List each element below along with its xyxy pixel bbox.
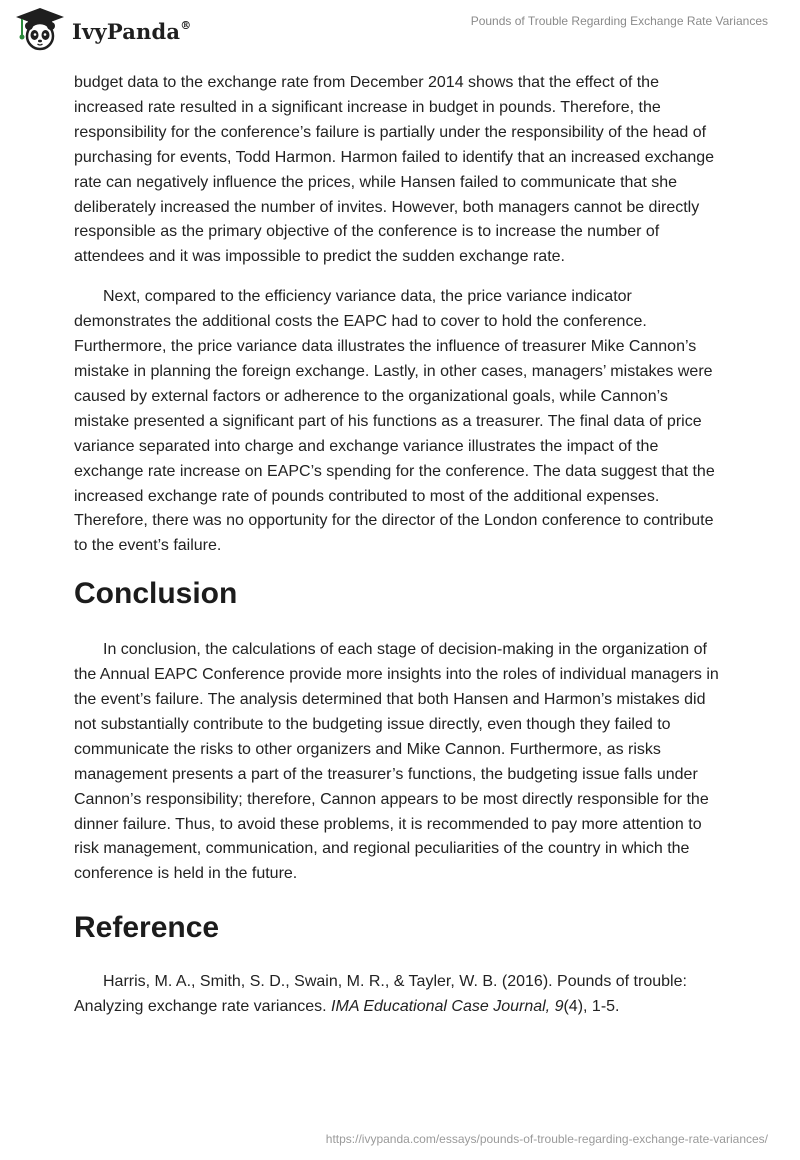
section-heading-reference: Reference (74, 911, 220, 945)
journal-title: IMA Educational Case Journal, 9 (331, 998, 564, 1016)
page-header (0, 0, 800, 64)
logo[interactable] (14, 6, 191, 52)
source-url[interactable]: https://ivypanda.com/essays/pounds-of-trouble-regarding-exchange-rate-variances/ (325, 1132, 768, 1146)
brand-name: IvyPanda® (72, 18, 192, 44)
essay-content (74, 71, 726, 1020)
body-paragraph: Next, compared to the efficiency variance data, the price variance indicator demonstrates the additional costs the EAPC had to cover to hold the conference. Furthermore, the price variance data illustrates the influence of treasurer Mike Cannon’s mistake in planning the foreign exchange. Lastly, in other cases, managers’ mistakes were caused by external factors or adherence to the organizational goals, while Cannon’s mistake presented a significant part of his functions as a treasurer. The final data of price variance separated into charge and exchange variance illustrates the impact of the exchange rate increase on EAPC’s spending for the conference. The data suggest that the increased exchange rate of pounds contributed to most of the additional expenses. Therefore, there was no opportunity for the director of the London conference to contribute to the event’s failure. (74, 288, 715, 555)
body-paragraph: budget data to the exchange rate from December 2014 shows that the effect of the increased rate resulted in a significant increase in budget in pounds. Therefore, the responsibility for the conference’s failure is partially under the responsibility of the head of purchasing for events, Todd Harmon. Harmon failed to identify that an increased exchange rate can negatively influence the prices, while Hansen failed to communicate that she deliberately increased the number of invites. However, both managers cannot be directly responsible as the primary objective of the conference is to increase the number of attendees and it was impossible to predict the sudden exchange rate. (74, 74, 715, 266)
conclusion-paragraph: In conclusion, the calculations of each stage of decision-making in the organization of the Annual EAPC Conference provide more insights into the roles of individual managers in the event’s failure. The analysis determined that both Hansen and Harmon’s mistakes did not substantially contribute to the budgeting issue directly, even though they failed to communicate the risks to other organizers and Mike Cannon. Furthermore, as risks management presents a part of the treasurer’s functions, the budgeting issue falls under Cannon’s responsibility; therefore, Cannon appears to be most directly responsible for the dinner failure. Thus, to avoid these problems, it is recommended to pay more attention to risk management, communication, and regional peculiarities of the country in which the conference is held in the future. (74, 641, 719, 883)
document-title: Pounds of Trouble Regarding Exchange Rate Variances (470, 14, 768, 28)
reference-entry: Harris, M. A., Smith, S. D., Swain, M. R., & Tayler, W. B. (2016). Pounds of trouble: Analyzing exchange rate variances. IMA Educational Case Journal, 9(4), 1-5. (74, 973, 687, 1016)
section-heading-conclusion: Conclusion (74, 577, 238, 611)
panda-graduate-icon (14, 6, 66, 52)
